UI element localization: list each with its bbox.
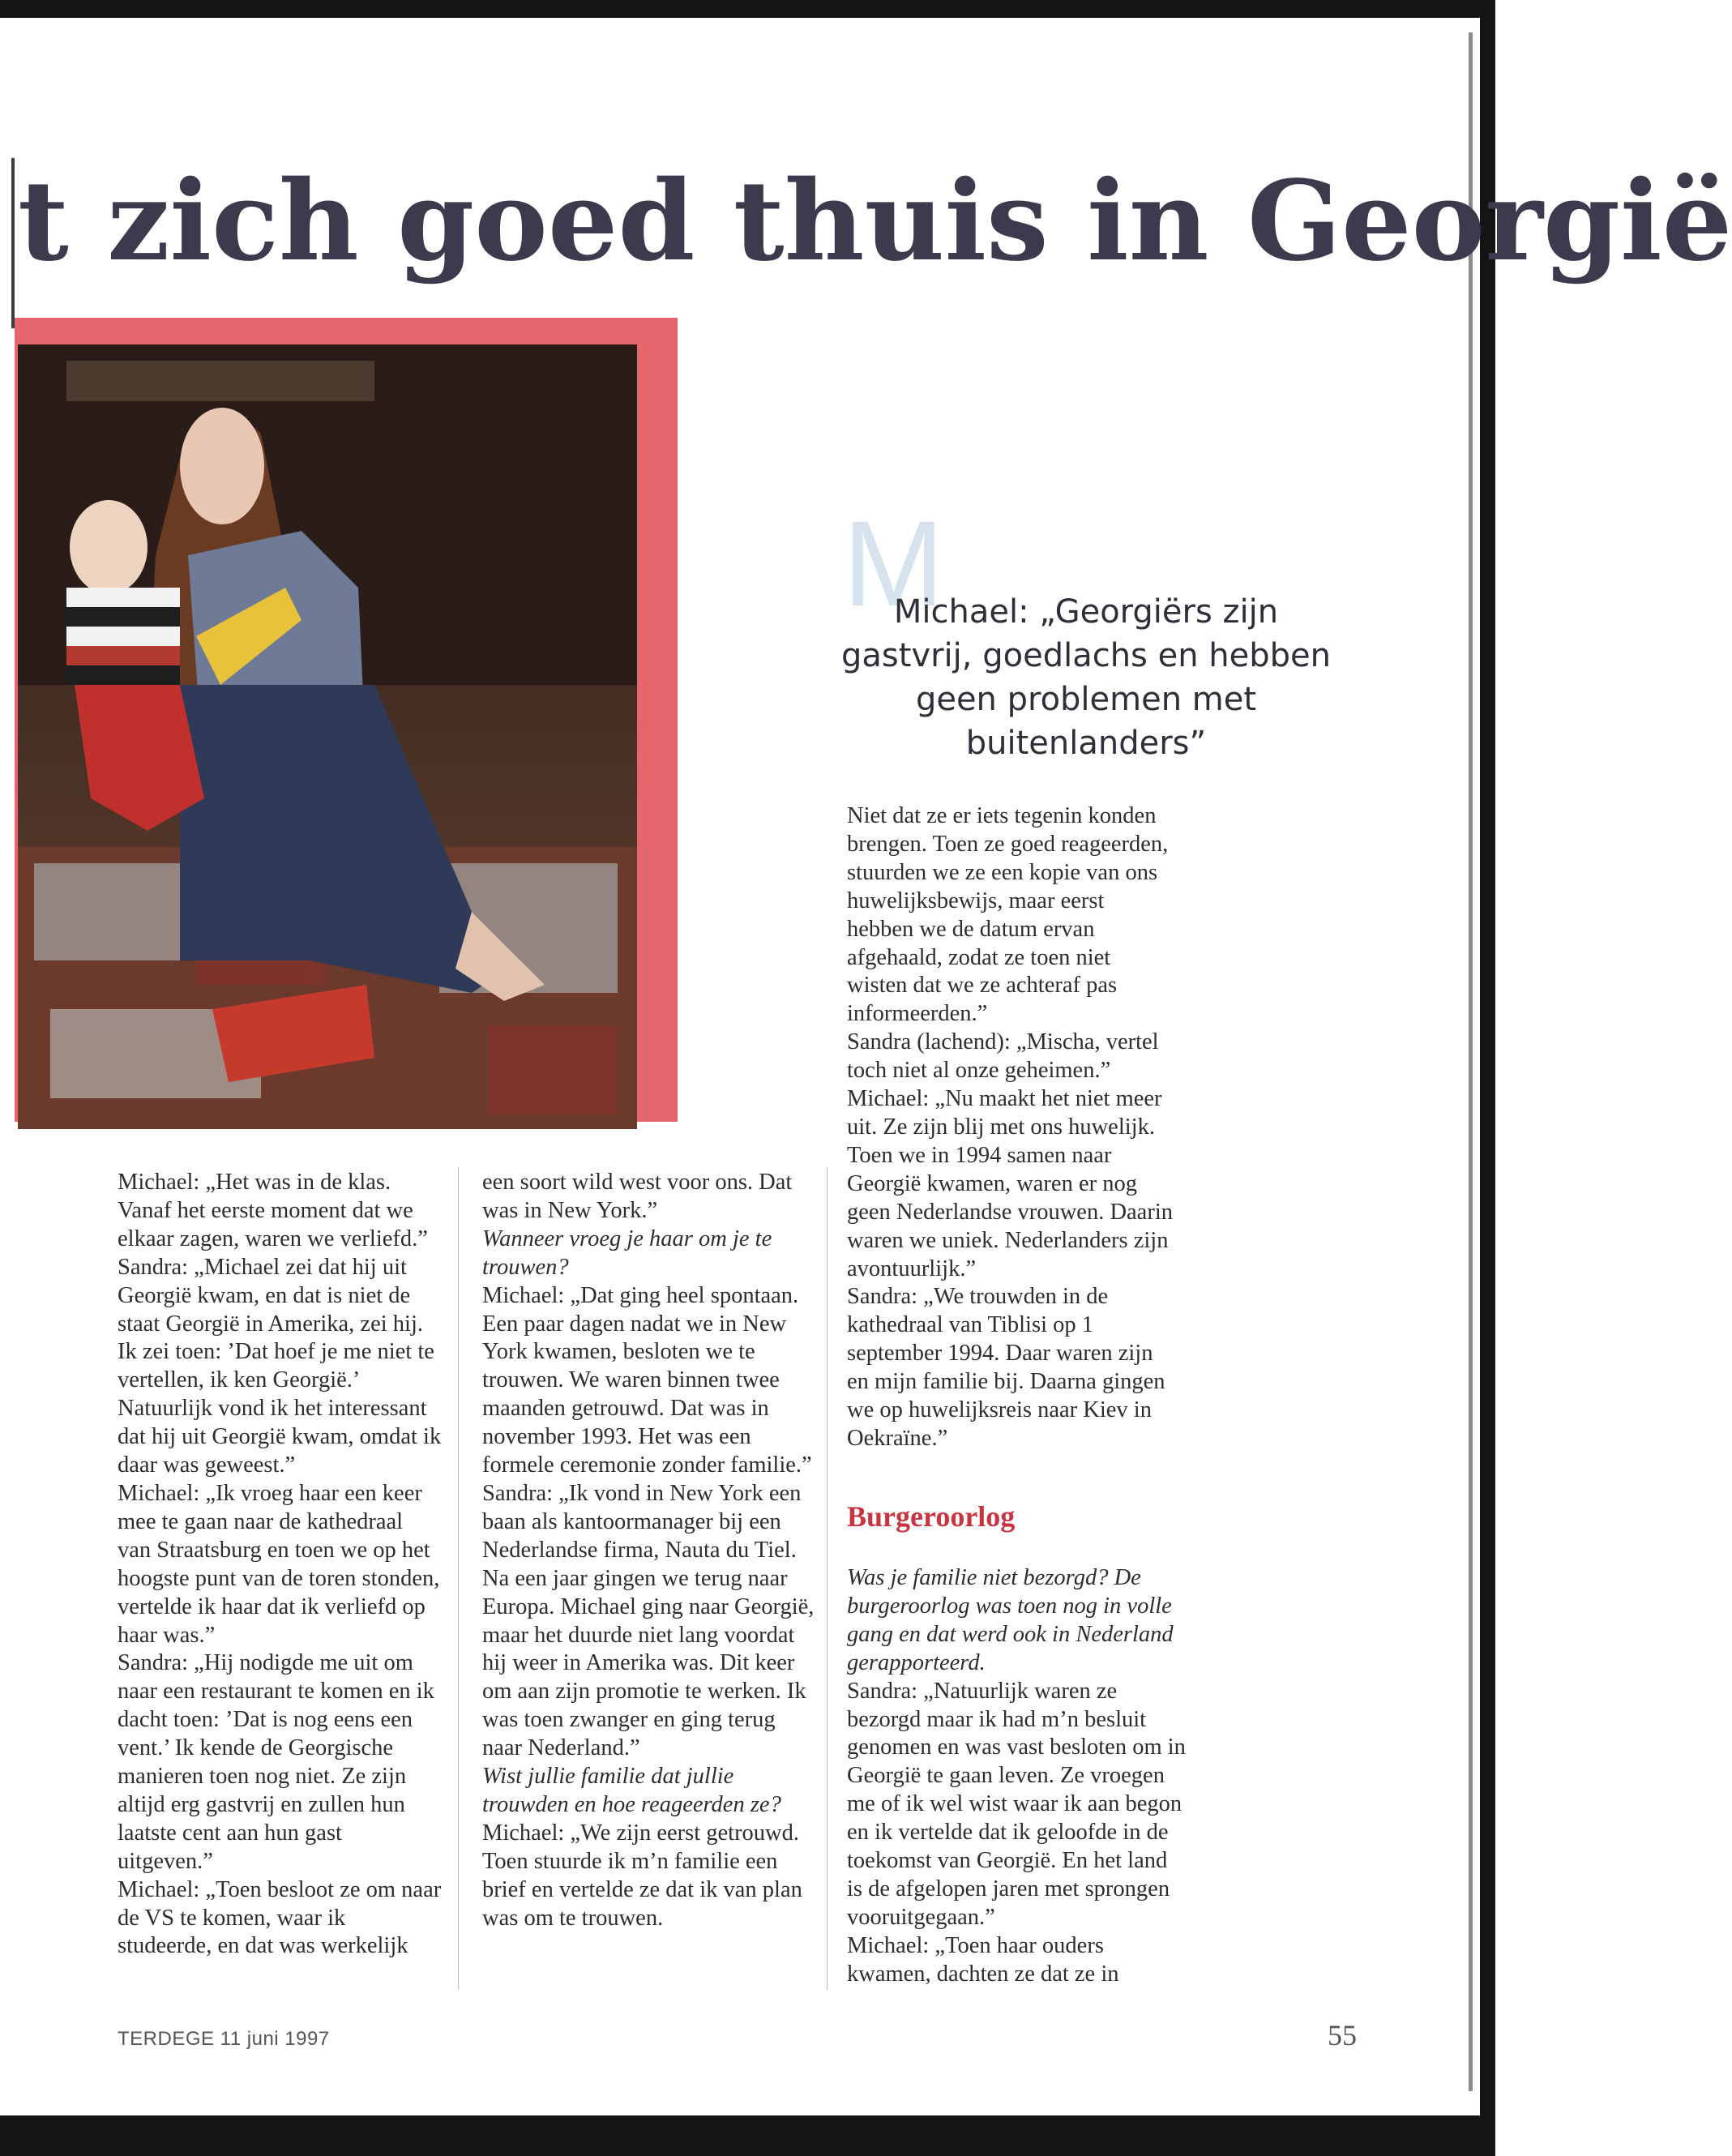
article-paragraph: Sandra: „Natuurlijk waren ze bezorgd maar ik had m’n besluit genomen en was vast besloten om in Georgië te gaan leven. Ze vroegen me of ik wel wist waar ik aan begon en ik vertelde dat ik geloofde in de toekomst van Georgië. En het land is de afgelopen jaren met sprongen vooruitgegaan.” bbox=[847, 1678, 1186, 1930]
article-paragraph: Michael: „Toen besloot ze om naar de VS te komen, waar ik studeerde, en dat was werkelijk bbox=[118, 1876, 442, 1959]
article-paragraph: Sandra: „Michael zei dat hij uit Georgië kwam, en dat is niet de staat Georgië in Amerika, zei hij. Ik zei toen: ’Dat hoef je me niet te vertellen, ik ken Georgië.’ Natuurlijk vond ik het interessant dat hij uit Georgië kwam, omdat ik daar was geweest.” bbox=[118, 1254, 442, 1478]
column-rule bbox=[827, 1167, 828, 1990]
article-paragraph: Michael: „Toen haar ouders kwamen, dachten ze dat ze in bbox=[847, 1932, 1119, 1987]
photo-child-face bbox=[70, 500, 148, 594]
article-photo bbox=[18, 344, 637, 1129]
scan-edge-line bbox=[1469, 32, 1473, 2091]
interview-question: Wist jullie familie dat jullie trouwden en hoe reageerden ze? bbox=[482, 1764, 781, 1817]
article-headline: t zich goed thuis in Georgië bbox=[18, 156, 1732, 286]
text-column-3-top bbox=[847, 802, 1175, 1453]
interview-question: Was je familie niet bezorgd? De burgeroorlog was toen nog in volle gang en dat werd ook in Nederland gerapporteerd. bbox=[847, 1565, 1174, 1675]
pull-quote-initial: M bbox=[843, 495, 944, 631]
article-paragraph: Michael: „Ik vroeg haar een keer mee te gaan naar de kathedraal van Straatsburg en toen we op het hoogste punt van de toren stonden, vertelde ik haar dat ik verliefd op haar was.” bbox=[118, 1480, 440, 1648]
section-subhead: Burgeroorlog bbox=[847, 1500, 1016, 1533]
article-paragraph: Sandra: „We trouwden in de kathedraal van Tiblisi op 1 september 1994. Daar waren zijn en mijn familie bij. Daarna gingen we op huwelijksreis naar Kiev in Oekraïne.” bbox=[847, 1284, 1165, 1451]
text-column-2 bbox=[482, 1169, 815, 1932]
article-paragraph: Sandra (lachend): „Mischa, vertel toch niet al onze geheimen.” bbox=[847, 1029, 1159, 1084]
photo-woman-face bbox=[180, 408, 264, 524]
article-paragraph: Sandra: „Ik vond in New York een baan als kantoormanager bij een Nederlandse firma, Nauta du Tiel. Na een jaar gingen we terug naar Europa. Michael ging naar Georgië, maar het duurde niet lang voordat hij weer in Amerika was. Dit keer om aan zijn promotie te werken. Ik was toen zwanger en ging terug naar Nederland.” bbox=[482, 1480, 815, 1761]
photo-child-sweater bbox=[66, 588, 180, 685]
scan-border-bottom bbox=[0, 2115, 1495, 2156]
photo-shelf bbox=[66, 361, 374, 401]
interview-question: Wanneer vroeg je haar om je te trouwen? bbox=[482, 1226, 772, 1280]
pull-quote: Michael: „Georgiërs zijn gastvrij, goedlachs en hebben geen problemen met buitenlanders” bbox=[841, 593, 1331, 762]
scan-border-top bbox=[0, 0, 1495, 18]
article-paragraph: Sandra: „Hij nodigde me uit om naar een restaurant te komen en ik dacht toen: ’Dat is nog eens een vent.’ Ik kende de Georgische manieren toen nog niet. Ze zijn altijd erg gastvrij en zullen hun laatste cent aan hun gast uitgeven.” bbox=[118, 1650, 434, 1874]
article-paragraph: Michael: „Dat ging heel spontaan. Een paar dagen nadat we in New York kwamen, besloten we te trouwen. We waren binnen twee maanden getrouwd. Dat was in november 1993. Het was een formele ceremonie zonder familie.” bbox=[482, 1282, 812, 1478]
page-number: 55 bbox=[1328, 2019, 1357, 2051]
headline-cut-edge bbox=[11, 158, 15, 328]
scan-border-right bbox=[1480, 0, 1495, 2156]
publication-footer: TERDEGE 11 juni 1997 bbox=[118, 2028, 330, 2050]
column-rule bbox=[458, 1167, 459, 1990]
article-paragraph: Niet dat ze er iets tegenin konden brengen. Toen ze goed reageerden, stuurden we ze een kopie van ons huwelijksbewijs, maar eerst hebben we de datum ervan afgehaald, zodat ze toen niet wisten dat we ze achteraf pas informeerden.” bbox=[847, 803, 1169, 1027]
article-paragraph: Michael: „Het was in de klas. Vanaf het eerste moment dat we elkaar zagen, waren we verliefd.” bbox=[118, 1170, 428, 1251]
article-paragraph: Michael: „We zijn eerst getrouwd. Toen stuurde ik m’n familie een brief en vertelde ze dat ik van plan was om te trouwen. bbox=[482, 1820, 802, 1931]
article-paragraph: Michael: „Nu maakt het niet meer uit. Ze zijn blij met ons huwelijk. Toen we in 1994 samen naar Georgië kwamen, waren er nog geen Nederlandse vrouwen. Daarin waren we uniek. Nederlanders zijn avontuurlijk.” bbox=[847, 1086, 1173, 1281]
text-column-3-bottom bbox=[847, 1564, 1186, 1989]
text-column-1 bbox=[118, 1169, 442, 1961]
photo-illustration bbox=[18, 344, 637, 1129]
article-paragraph: een soort wild west voor ons. Dat was in New York.” bbox=[482, 1170, 793, 1223]
